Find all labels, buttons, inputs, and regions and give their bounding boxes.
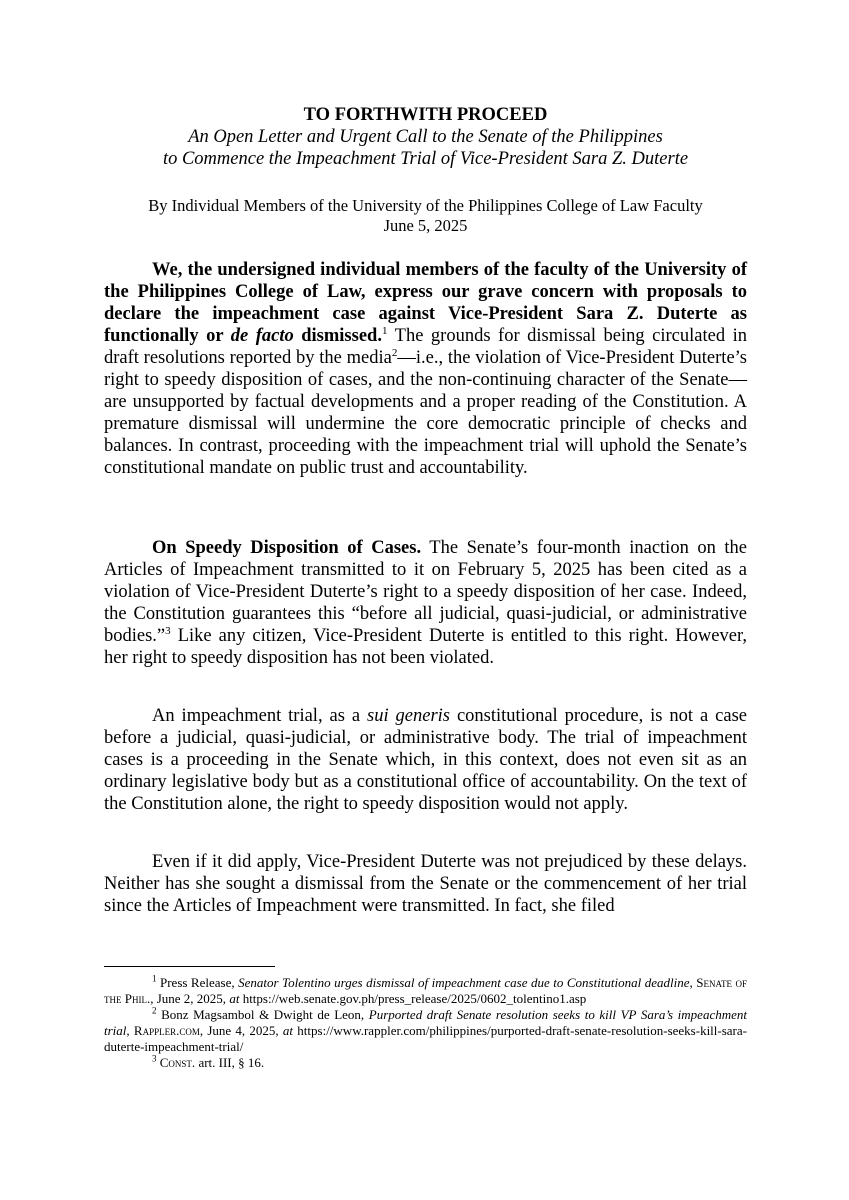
paragraph-intro	[104, 259, 747, 479]
footnote-3	[104, 1055, 747, 1071]
intro-bold-b: dismissed.	[293, 326, 382, 346]
fn1-text-b: ,	[689, 975, 697, 990]
speedy-text-b: Like any citizen, Vice-President Duterte is entitled to this right. However, her right to speedy disposition has not been violated.	[104, 626, 747, 668]
fn2-at: at	[282, 1023, 294, 1038]
subtitle-line-1: An Open Letter and Urgent Call to the Senate of the Philippines	[188, 127, 663, 147]
fn1-url-link[interactable]: https://web.senate.gov.ph/press_release/2025/0602_tolentino1.asp	[239, 991, 587, 1006]
intro-text-b: —i.e., the violation of Vice-President Duterte’s right to speedy disposition of cases, and the non-continuing character of the Senate—are unsupported by factual developments and a proper reading of the Constitution. A premature dismissal will undermine the core democratic principle of checks and balances. In contrast, proceeding with the impeachment trial will uphold the Senate’s constitutional mandate on public trust and accountability.	[104, 348, 747, 478]
document-subtitle	[104, 126, 747, 170]
document-date: June 5, 2025	[383, 216, 468, 235]
subtitle-line-2: to Commence the Impeachment Trial of Vice-President Sara Z. Duterte	[162, 149, 689, 169]
prejudice-text: Even if it did apply, Vice-President Duterte was not prejudiced by these delays. Neither has she sought a dismissal from the Senate or the commencement of her trial since the Articles of Impeachment were transmitted. In fact, she filed	[104, 852, 747, 916]
footnote-ref-3[interactable]: 3	[165, 624, 171, 637]
fn2-text-c: , June 4, 2025,	[199, 1023, 283, 1038]
fn1-at: at	[229, 991, 240, 1006]
paragraph-speedy-disposition	[104, 537, 747, 669]
paragraph-not-prejudiced	[104, 851, 747, 917]
footnote-3-number: 3	[152, 1053, 157, 1064]
footnote-2-number: 2	[152, 1005, 157, 1016]
fn1-italic: Senator Tolentino urges dismissal of impeachment case due to Constitutional deadline	[238, 975, 690, 990]
paragraph-sui-generis	[104, 705, 747, 815]
fn1-text-c: , June 2, 2025,	[150, 991, 230, 1006]
intro-bold-italic: de facto	[230, 326, 294, 346]
byline: By Individual Members of the University of the Philippines College of Law Faculty	[148, 196, 703, 215]
sui-text-b: constitutional procedure, is not a case before a judicial, quasi-judicial, or administrative body. The trial of impeachment cases is a proceeding in the Senate which, in this context, does not even sit as an ordinary legislative body but as a constitutional office of accountability. On the text of the Constitution alone, the right to speedy disposition would not apply.	[104, 706, 747, 814]
fn2-url-link[interactable]: https://www.rappler.com/philippines/purported-draft-senate-resolution-seeks-kill-sara-duterte-impeachment-trial/	[104, 1023, 747, 1054]
footnote-ref-2[interactable]: 2	[391, 346, 398, 359]
document-title: TO FORTHWITH PROCEED	[303, 105, 548, 125]
fn2-smallcaps: Rappler.com	[133, 1023, 200, 1038]
fn2-italic: Purported draft Senate resolution seeks to kill VP Sara’s impeachment trial	[104, 1007, 747, 1038]
byline-block	[104, 196, 747, 236]
footnote-ref-1[interactable]: 1	[381, 324, 388, 337]
footnote-1-number: 1	[152, 973, 157, 984]
section-heading-speedy: On Speedy Disposition of Cases.	[152, 538, 422, 558]
footnote-1	[104, 975, 747, 1007]
intro-bold-a: We, the undersigned individual members of the faculty of the University of the Philippines College of Law, express our grave concern with proposals to declare the impeachment case against Vice-President Sara Z. Duterte as functionally or	[104, 260, 747, 346]
sui-italic: sui generis	[367, 706, 451, 726]
sui-text-a: An impeachment trial, as a	[152, 706, 368, 726]
intro-text-a: The grounds for dismissal being circulated in draft resolutions reported by the media	[104, 326, 747, 368]
footnote-2	[104, 1007, 747, 1055]
fn3-text: art. III, § 16.	[195, 1055, 265, 1070]
fn1-text-a: Press Release,	[156, 975, 239, 990]
speedy-text-a: The Senate’s four-month inaction on the Articles of Impeachment transmitted to it on February 5, 2025 has been cited as a violation of Vice-President Duterte’s right to a speedy disposition of her case. Indeed, the Constitution guarantees this “before all judicial, quasi-judicial, or administrative bodies.”	[104, 538, 748, 646]
fn3-smallcaps: Const.	[156, 1055, 196, 1070]
fn2-text-a: Bonz Magsambol & Dwight de Leon,	[156, 1007, 369, 1022]
footnote-divider	[104, 966, 275, 967]
fn1-smallcaps: Senate of the Phil.	[104, 975, 747, 1006]
fn2-text-b: ,	[126, 1023, 134, 1038]
